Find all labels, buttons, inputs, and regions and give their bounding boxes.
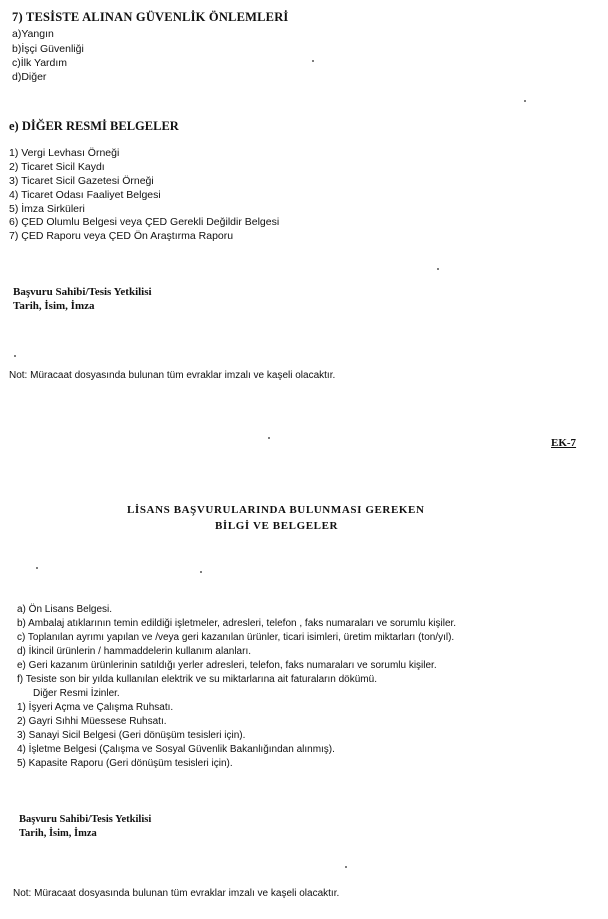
scan-speck	[268, 437, 270, 439]
section-e-item: 4) Ticaret Odası Faaliyet Belgesi	[9, 189, 161, 201]
section-e-item: 6) ÇED Olumlu Belgesi veya ÇED Gerekli Değildir Belgesi	[9, 216, 280, 228]
section-7-item: a)Yangın	[12, 28, 54, 40]
scan-speck	[524, 100, 526, 102]
section-e-item: 5) İmza Sirküleri	[9, 203, 85, 215]
annex-label: EK-7	[551, 437, 577, 449]
scan-speck	[14, 355, 16, 357]
list-item: 1) İşyeri Açma ve Çalışma Ruhsatı.	[17, 702, 174, 713]
section-7-heading: 7) TESİSTE ALINAN GÜVENLİK ÖNLEMLERİ	[12, 10, 289, 24]
scan-speck	[36, 567, 38, 569]
scan-speck	[312, 60, 314, 62]
signature-fields: Tarih, İsim, İmza	[13, 300, 95, 312]
list-item: 4) İşletme Belgesi (Çalışma ve Sosyal Güvenlik Bakanlığından alınmış).	[17, 744, 335, 755]
list-item: e) Geri kazanım ürünlerinin satıldığı yerler adresleri, telefon, faks numaraları ve sorumlu kişiler.	[17, 660, 437, 671]
list-item: a) Ön Lisans Belgesi.	[17, 604, 113, 615]
section-e-item: 2) Ticaret Sicil Kaydı	[9, 161, 105, 173]
section-7-item: c)İlk Yardım	[12, 57, 68, 69]
list-item: 3) Sanayi Sicil Belgesi (Geri dönüşüm tesisleri için).	[17, 730, 246, 741]
note-text: Not: Müracaat dosyasında bulunan tüm evraklar imzalı ve kaşeli olacaktır.	[9, 370, 336, 381]
signature-title: Başvuru Sahibi/Tesis Yetkilisi	[19, 814, 152, 825]
signature-fields: Tarih, İsim, İmza	[19, 828, 97, 839]
list-item: b) Ambalaj atıklarının temin edildiği işletmeler, adresleri, telefon , faks numaraları ve sorumlu kişiler.	[17, 618, 457, 629]
section-e-item: 1) Vergi Levhası Örneği	[9, 147, 120, 159]
scan-speck	[345, 866, 347, 868]
note-text: Not: Müracaat dosyasında bulunan tüm evraklar imzalı ve kaşeli olacaktır.	[13, 888, 340, 899]
signature-title: Başvuru Sahibi/Tesis Yetkilisi	[13, 286, 152, 298]
list-item: Diğer Resmi İzinler.	[33, 688, 120, 699]
section-e-item: 3) Ticaret Sicil Gazetesi Örneği	[9, 175, 154, 187]
section-e-item: 7) ÇED Raporu veya ÇED Ön Araştırma Raporu	[9, 230, 234, 242]
list-item: d) İkincil ürünlerin / hammaddelerin kullanım alanları.	[17, 646, 251, 657]
list-item: 2) Gayri Sıhhi Müessese Ruhsatı.	[17, 716, 167, 727]
section-e-heading: e) DİĞER RESMİ BELGELER	[9, 119, 179, 133]
list-item: f) Tesiste son bir yılda kullanılan elektrik ve su miktarlarına ait faturaların dökümü.	[17, 674, 377, 685]
list-item: c) Toplanılan ayrımı yapılan ve /veya geri kazanılan ürünler, ticari isimleri, üretim miktarları (ton/yıl).	[17, 632, 455, 643]
list-item: 5) Kapasite Raporu (Geri dönüşüm tesisleri için).	[17, 758, 233, 769]
title-line: BİLGİ VE BELGELER	[215, 520, 339, 532]
section-7-item: d)Diğer	[12, 71, 47, 83]
scan-speck	[200, 571, 202, 573]
title-line: LİSANS BAŞVURULARINDA BULUNMASI GEREKEN	[127, 504, 425, 516]
section-7-item: b)İşçi Güvenliği	[12, 43, 84, 55]
scan-speck	[437, 268, 439, 270]
